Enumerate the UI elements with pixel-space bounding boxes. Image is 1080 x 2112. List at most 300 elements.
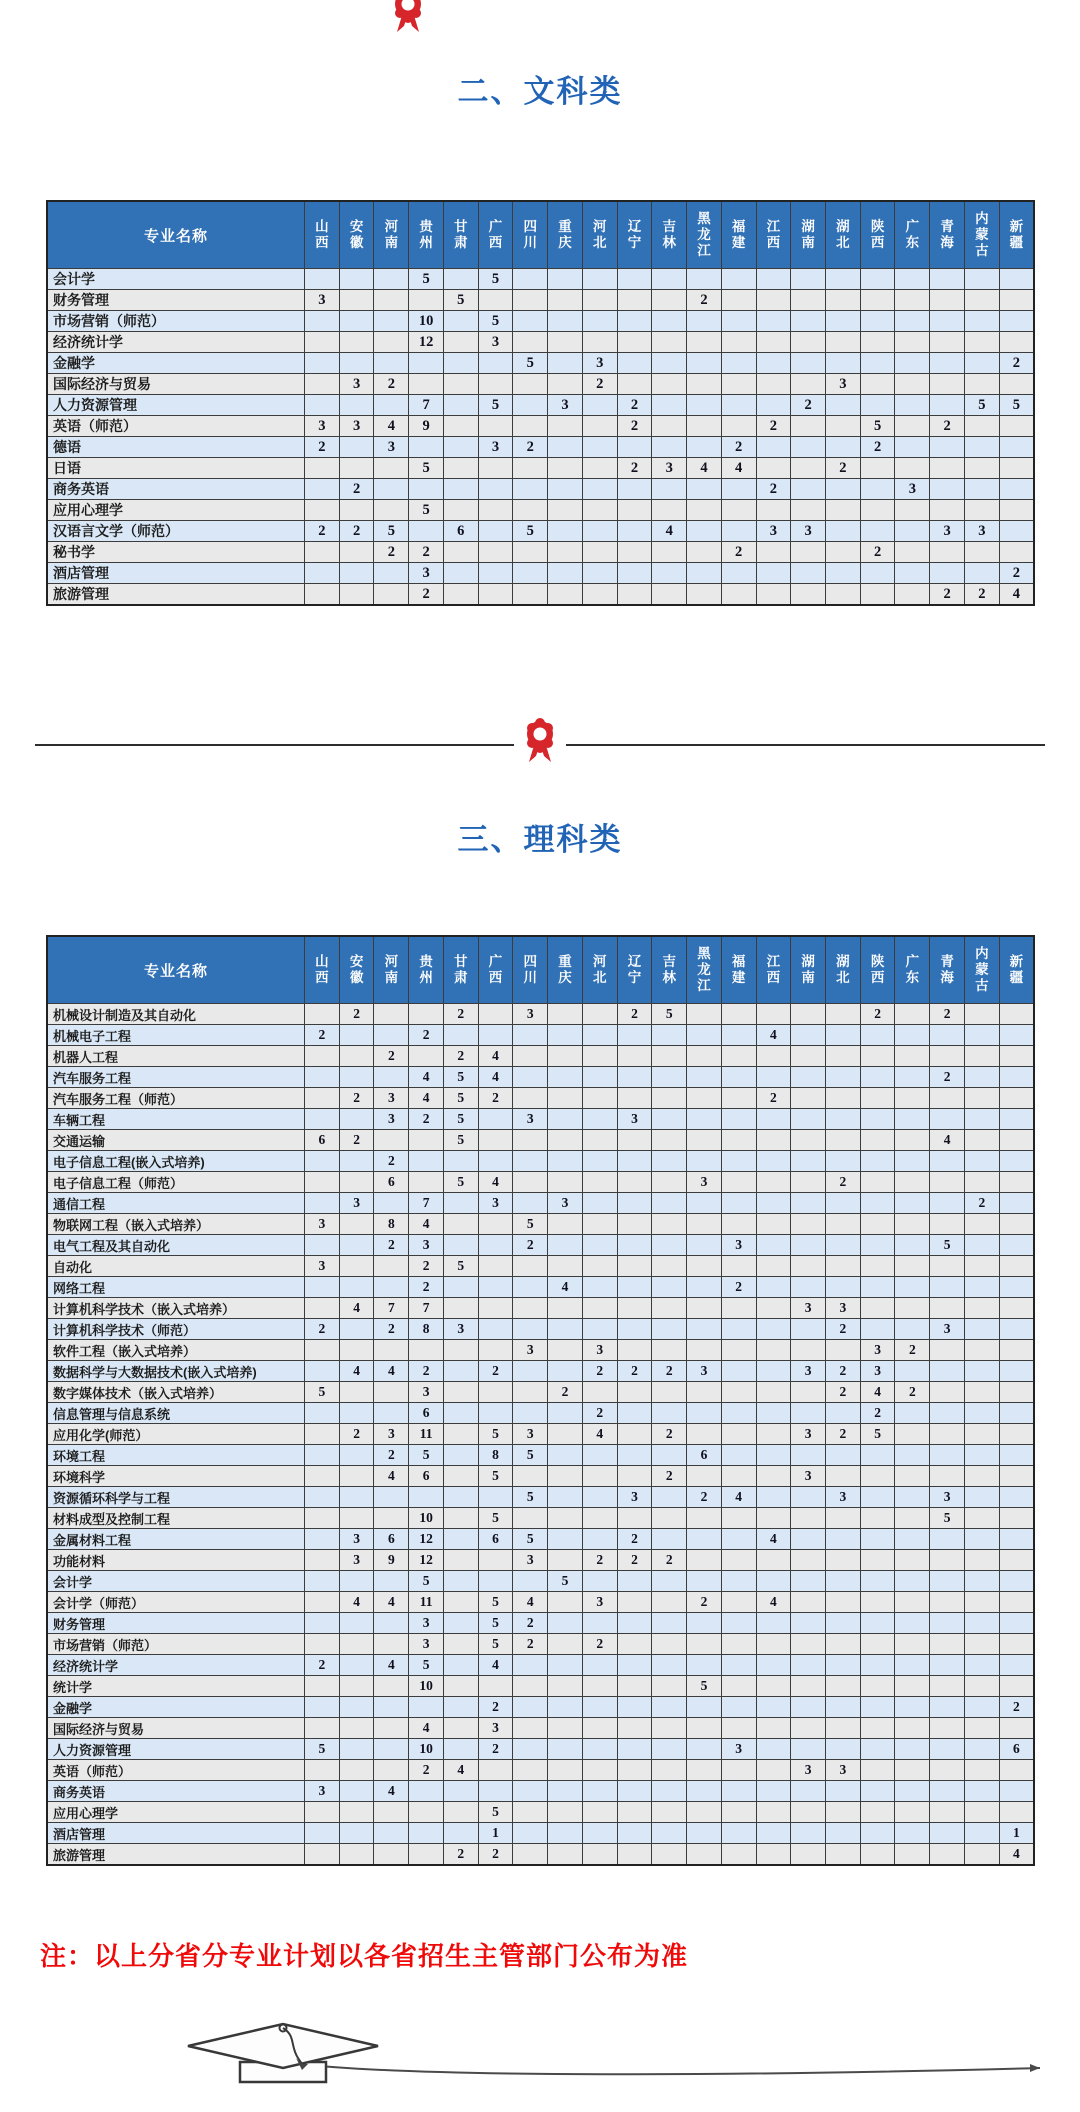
plan-count-cell: [721, 1424, 756, 1445]
plan-count-cell: [964, 269, 999, 290]
province-header: 江西: [756, 201, 791, 269]
plan-count-cell: 7: [409, 1193, 444, 1214]
plan-count-cell: [513, 1088, 548, 1109]
plan-count-cell: [964, 1634, 999, 1655]
plan-count-cell: 5: [305, 1739, 340, 1760]
table-row: [47, 1697, 1034, 1718]
plan-count-cell: 2: [930, 1067, 965, 1088]
plan-count-cell: [826, 1592, 861, 1613]
plan-count-cell: [791, 542, 826, 563]
plan-count-cell: [826, 584, 861, 606]
plan-count-cell: [791, 1319, 826, 1340]
plan-count-cell: [999, 374, 1034, 395]
plan-count-cell: [860, 1844, 895, 1866]
plan-count-cell: [721, 332, 756, 353]
header-row: [47, 936, 1034, 1004]
plan-count-cell: [409, 1151, 444, 1172]
table-row: [47, 1235, 1034, 1256]
plan-count-cell: [721, 290, 756, 311]
plan-count-cell: [860, 1025, 895, 1046]
plan-count-cell: [687, 1298, 722, 1319]
plan-count-cell: [652, 1529, 687, 1550]
plan-count-cell: [409, 1781, 444, 1802]
plan-count-cell: [895, 1739, 930, 1760]
plan-count-cell: [964, 1109, 999, 1130]
plan-count-cell: [895, 353, 930, 374]
plan-count-cell: 4: [548, 1277, 583, 1298]
plan-count-cell: 2: [582, 1403, 617, 1424]
plan-count-cell: [374, 1508, 409, 1529]
plan-count-cell: [548, 1676, 583, 1697]
plan-count-cell: 2: [617, 1361, 652, 1382]
plan-count-cell: [617, 1844, 652, 1866]
plan-count-cell: [548, 1403, 583, 1424]
plan-count-cell: [721, 1529, 756, 1550]
plan-count-cell: [791, 1172, 826, 1193]
plan-count-cell: [756, 374, 791, 395]
major-name-cell: 软件工程（嵌入式培养）: [47, 1340, 305, 1361]
plan-count-cell: [999, 1256, 1034, 1277]
plan-count-cell: 3: [548, 1193, 583, 1214]
plan-count-cell: [756, 1214, 791, 1235]
plan-count-cell: [513, 479, 548, 500]
plan-count-cell: 8: [374, 1214, 409, 1235]
plan-count-cell: [617, 1382, 652, 1403]
plan-count-cell: [617, 1088, 652, 1109]
plan-count-cell: 3: [826, 1760, 861, 1781]
plan-count-cell: 3: [930, 1487, 965, 1508]
plan-count-cell: 4: [860, 1382, 895, 1403]
plan-count-cell: [930, 1109, 965, 1130]
plan-count-cell: 5: [443, 1172, 478, 1193]
plan-count-cell: [860, 1214, 895, 1235]
plan-count-cell: [548, 1088, 583, 1109]
plan-count-cell: [687, 1802, 722, 1823]
plan-count-cell: [721, 584, 756, 606]
province-header: 黑龙江: [687, 936, 722, 1004]
plan-count-cell: [826, 1004, 861, 1025]
plan-count-cell: 2: [513, 1613, 548, 1634]
plan-count-cell: [895, 1508, 930, 1529]
major-name-cell: 金融学: [47, 353, 305, 374]
table-row: [47, 1445, 1034, 1466]
major-name-cell: 旅游管理: [47, 584, 305, 606]
major-name-cell: 车辆工程: [47, 1109, 305, 1130]
plan-count-cell: [478, 1004, 513, 1025]
plan-count-cell: [339, 542, 374, 563]
plan-count-cell: [895, 1760, 930, 1781]
plan-count-cell: [548, 1109, 583, 1130]
plan-count-cell: 5: [409, 269, 444, 290]
plan-count-cell: [548, 1445, 583, 1466]
major-name-cell: 经济统计学: [47, 332, 305, 353]
plan-count-cell: [305, 1676, 340, 1697]
plan-count-cell: [617, 1802, 652, 1823]
plan-count-cell: [860, 1823, 895, 1844]
plan-count-cell: 2: [756, 416, 791, 437]
plan-count-cell: [721, 1403, 756, 1424]
plan-count-cell: [582, 1655, 617, 1676]
major-name-cell: 汽车服务工程（师范）: [47, 1088, 305, 1109]
plan-count-cell: [305, 1634, 340, 1655]
plan-count-cell: [964, 437, 999, 458]
plan-count-cell: [687, 1655, 722, 1676]
plan-count-cell: [409, 437, 444, 458]
plan-count-cell: [860, 1172, 895, 1193]
plan-count-cell: [339, 437, 374, 458]
plan-count-cell: [930, 437, 965, 458]
plan-count-cell: [513, 1466, 548, 1487]
plan-count-cell: [999, 542, 1034, 563]
plan-count-cell: [930, 1466, 965, 1487]
plan-count-cell: [756, 1298, 791, 1319]
plan-count-cell: [964, 1319, 999, 1340]
plan-count-cell: 10: [409, 1676, 444, 1697]
plan-count-cell: [930, 1634, 965, 1655]
plan-count-cell: [443, 1277, 478, 1298]
plan-count-cell: [721, 1802, 756, 1823]
province-header: 甘肃: [443, 936, 478, 1004]
plan-count-cell: 11: [409, 1424, 444, 1445]
plan-count-cell: [339, 1172, 374, 1193]
plan-count-cell: [687, 1718, 722, 1739]
plan-count-cell: [895, 1025, 930, 1046]
plan-count-cell: [964, 1235, 999, 1256]
plan-count-cell: [339, 1823, 374, 1844]
plan-count-cell: 2: [409, 1256, 444, 1277]
plan-count-cell: [756, 1487, 791, 1508]
plan-count-cell: [826, 1235, 861, 1256]
plan-count-cell: [687, 1256, 722, 1277]
plan-count-cell: 2: [617, 1004, 652, 1025]
plan-count-cell: 2: [339, 521, 374, 542]
plan-count-cell: [756, 1067, 791, 1088]
plan-count-cell: [339, 1802, 374, 1823]
plan-count-cell: [999, 1781, 1034, 1802]
plan-count-cell: [721, 1844, 756, 1866]
major-name-cell: 通信工程: [47, 1193, 305, 1214]
plan-count-cell: [721, 1760, 756, 1781]
plan-count-cell: [374, 1004, 409, 1025]
plan-count-cell: [374, 584, 409, 606]
plan-count-cell: 5: [409, 1655, 444, 1676]
major-name-cell: 酒店管理: [47, 1823, 305, 1844]
plan-count-cell: [409, 1130, 444, 1151]
plan-count-cell: 5: [478, 1466, 513, 1487]
major-name-cell: 功能材料: [47, 1550, 305, 1571]
plan-count-cell: [305, 500, 340, 521]
plan-count-cell: [478, 500, 513, 521]
plan-count-cell: 3: [756, 521, 791, 542]
plan-count-cell: [582, 269, 617, 290]
plan-count-cell: [721, 563, 756, 584]
plan-count-cell: 4: [756, 1592, 791, 1613]
plan-count-cell: [930, 1781, 965, 1802]
plan-count-cell: 2: [374, 1151, 409, 1172]
plan-count-cell: 3: [687, 1361, 722, 1382]
plan-count-cell: [860, 521, 895, 542]
major-name-cell: 电子信息工程(嵌入式培养): [47, 1151, 305, 1172]
plan-count-cell: [374, 1487, 409, 1508]
plan-count-cell: [860, 1235, 895, 1256]
plan-count-cell: [478, 584, 513, 606]
plan-count-cell: [305, 1508, 340, 1529]
plan-count-cell: [964, 479, 999, 500]
plan-count-cell: [617, 1319, 652, 1340]
plan-count-cell: 4: [478, 1172, 513, 1193]
plan-count-cell: [374, 269, 409, 290]
plan-count-cell: [826, 1718, 861, 1739]
plan-count-cell: [305, 1067, 340, 1088]
plan-count-cell: 3: [617, 1109, 652, 1130]
plan-count-cell: [895, 332, 930, 353]
plan-count-cell: 5: [548, 1571, 583, 1592]
plan-count-cell: [964, 1277, 999, 1298]
plan-count-cell: [756, 1151, 791, 1172]
plan-count-cell: [791, 1655, 826, 1676]
plan-count-cell: 3: [409, 1382, 444, 1403]
plan-count-cell: 4: [374, 416, 409, 437]
plan-count-cell: [339, 1151, 374, 1172]
plan-count-cell: 5: [860, 1424, 895, 1445]
plan-count-cell: [860, 1466, 895, 1487]
province-header: 吉林: [652, 936, 687, 1004]
table-row: [47, 1361, 1034, 1382]
plan-count-cell: [652, 1739, 687, 1760]
plan-count-cell: [339, 1256, 374, 1277]
province-header: 贵州: [409, 936, 444, 1004]
plan-count-cell: [687, 395, 722, 416]
plan-count-cell: [860, 1781, 895, 1802]
plan-count-cell: [721, 1697, 756, 1718]
plan-count-cell: [826, 1613, 861, 1634]
plan-count-cell: [721, 1025, 756, 1046]
plan-count-cell: [339, 1067, 374, 1088]
plan-count-cell: 6: [409, 1466, 444, 1487]
plan-count-cell: [513, 1130, 548, 1151]
plan-count-cell: [374, 1067, 409, 1088]
plan-count-cell: [513, 1655, 548, 1676]
table-row: [47, 521, 1034, 542]
section-title-science: 三、理科类: [457, 822, 623, 857]
plan-count-cell: [652, 437, 687, 458]
plan-count-cell: [930, 1403, 965, 1424]
plan-count-cell: [895, 1319, 930, 1340]
plan-count-cell: [964, 1256, 999, 1277]
plan-count-cell: [339, 563, 374, 584]
plan-count-cell: [548, 332, 583, 353]
province-header: 湖北: [826, 936, 861, 1004]
plan-count-cell: 2: [895, 1382, 930, 1403]
plan-count-cell: 5: [478, 1424, 513, 1445]
plan-count-cell: [826, 290, 861, 311]
plan-count-cell: [652, 563, 687, 584]
plan-count-cell: [513, 1046, 548, 1067]
plan-count-cell: 12: [409, 1550, 444, 1571]
plan-count-cell: 4: [374, 1592, 409, 1613]
plan-count-cell: [548, 1424, 583, 1445]
plan-count-cell: [548, 563, 583, 584]
plan-count-cell: [478, 458, 513, 479]
plan-count-cell: [617, 1655, 652, 1676]
plan-count-cell: [930, 1256, 965, 1277]
province-header: 湖北: [826, 201, 861, 269]
plan-count-cell: [964, 1592, 999, 1613]
plan-count-cell: [687, 353, 722, 374]
plan-count-cell: [756, 1319, 791, 1340]
plan-count-cell: [964, 1550, 999, 1571]
province-header: 广东: [895, 201, 930, 269]
plan-count-cell: 3: [305, 290, 340, 311]
plan-count-cell: [513, 1298, 548, 1319]
plan-count-cell: [513, 269, 548, 290]
province-header: 广西: [478, 936, 513, 1004]
plan-count-cell: [652, 269, 687, 290]
plan-count-cell: 4: [721, 458, 756, 479]
province-header: 内蒙古: [964, 201, 999, 269]
plan-count-cell: [409, 1172, 444, 1193]
plan-count-cell: 5: [478, 1508, 513, 1529]
plan-count-cell: [443, 1802, 478, 1823]
plan-count-cell: [860, 1109, 895, 1130]
plan-count-cell: [548, 1025, 583, 1046]
plan-count-cell: 5: [964, 395, 999, 416]
plan-count-cell: [374, 1697, 409, 1718]
major-name-cell: 计算机科学技术（嵌入式培养）: [47, 1298, 305, 1319]
major-name-cell: 网络工程: [47, 1277, 305, 1298]
major-name-cell: 英语（师范）: [47, 416, 305, 437]
plan-count-cell: [964, 1718, 999, 1739]
plan-count-cell: 4: [478, 1655, 513, 1676]
plan-count-cell: 5: [860, 416, 895, 437]
plan-count-cell: [860, 1046, 895, 1067]
plan-count-cell: [409, 374, 444, 395]
plan-count-cell: [791, 458, 826, 479]
plan-count-cell: [374, 1739, 409, 1760]
plan-count-cell: 2: [374, 1235, 409, 1256]
plan-count-cell: [964, 1487, 999, 1508]
plan-count-cell: [443, 542, 478, 563]
plan-count-cell: 5: [443, 290, 478, 311]
plan-count-cell: [305, 1613, 340, 1634]
plan-count-cell: [791, 1445, 826, 1466]
plan-count-cell: [687, 269, 722, 290]
plan-count-cell: [513, 1571, 548, 1592]
plan-count-cell: [756, 458, 791, 479]
plan-count-cell: [652, 1046, 687, 1067]
plan-count-cell: [617, 563, 652, 584]
plan-count-cell: [548, 290, 583, 311]
plan-count-cell: [652, 353, 687, 374]
plan-count-cell: 12: [409, 1529, 444, 1550]
plan-count-cell: [478, 542, 513, 563]
plan-count-cell: [895, 1487, 930, 1508]
plan-count-cell: [687, 1571, 722, 1592]
plan-count-cell: [826, 269, 861, 290]
plan-count-cell: [582, 332, 617, 353]
plan-count-cell: [826, 395, 861, 416]
major-name-cell: 商务英语: [47, 479, 305, 500]
plan-count-cell: [999, 1550, 1034, 1571]
plan-count-cell: [687, 332, 722, 353]
plan-count-cell: 5: [305, 1382, 340, 1403]
plan-count-cell: [964, 1025, 999, 1046]
plan-count-cell: [582, 1676, 617, 1697]
plan-count-cell: [826, 1256, 861, 1277]
plan-count-cell: [826, 1529, 861, 1550]
plan-count-cell: [791, 374, 826, 395]
plan-count-cell: [964, 500, 999, 521]
plan-count-cell: [617, 1823, 652, 1844]
plan-count-cell: 2: [582, 1361, 617, 1382]
plan-count-cell: [826, 416, 861, 437]
plan-count-cell: 3: [582, 353, 617, 374]
plan-count-cell: [305, 542, 340, 563]
plan-count-cell: [478, 1298, 513, 1319]
plan-count-cell: [895, 1676, 930, 1697]
plan-count-cell: [756, 1172, 791, 1193]
plan-count-cell: [617, 1592, 652, 1613]
plan-count-cell: [964, 1067, 999, 1088]
plan-count-cell: [652, 1676, 687, 1697]
plan-count-cell: [756, 1781, 791, 1802]
major-name-cell: 统计学: [47, 1676, 305, 1697]
plan-count-cell: [964, 1046, 999, 1067]
plan-count-cell: [860, 1571, 895, 1592]
plan-count-cell: [791, 1130, 826, 1151]
rosette-medal-icon: [382, 0, 434, 40]
plan-count-cell: [339, 1466, 374, 1487]
plan-count-cell: [513, 395, 548, 416]
plan-count-cell: [826, 1277, 861, 1298]
plan-count-cell: [617, 1130, 652, 1151]
plan-count-cell: [687, 1760, 722, 1781]
plan-count-cell: [999, 1277, 1034, 1298]
plan-count-cell: 12: [409, 332, 444, 353]
plan-count-cell: 5: [443, 1067, 478, 1088]
plan-count-cell: [860, 1130, 895, 1151]
plan-count-cell: 2: [339, 1088, 374, 1109]
plan-count-cell: [756, 1235, 791, 1256]
plan-count-cell: 2: [652, 1361, 687, 1382]
plan-count-cell: 3: [339, 1550, 374, 1571]
plan-count-cell: [687, 1004, 722, 1025]
table-row: [47, 1823, 1034, 1844]
plan-count-cell: 2: [374, 374, 409, 395]
section-title-liberal-arts: 二、文科类: [457, 74, 623, 109]
plan-count-cell: 6: [478, 1529, 513, 1550]
plan-count-cell: [652, 416, 687, 437]
plan-count-cell: [478, 1382, 513, 1403]
plan-count-cell: 2: [826, 1424, 861, 1445]
plan-count-cell: [513, 1802, 548, 1823]
plan-count-cell: 2: [305, 1319, 340, 1340]
table-row: [47, 1382, 1034, 1403]
plan-count-cell: 5: [513, 1214, 548, 1235]
plan-count-cell: [548, 1739, 583, 1760]
plan-count-cell: 5: [478, 1634, 513, 1655]
plan-count-cell: [617, 311, 652, 332]
plan-count-cell: 3: [409, 563, 444, 584]
plan-count-cell: [791, 1718, 826, 1739]
plan-count-cell: 2: [305, 1025, 340, 1046]
plan-count-cell: [617, 1634, 652, 1655]
plan-count-cell: [999, 1718, 1034, 1739]
table-row: [47, 1739, 1034, 1760]
plan-count-cell: [791, 1613, 826, 1634]
major-name-cell: 会计学（师范）: [47, 1592, 305, 1613]
plan-count-cell: [652, 332, 687, 353]
